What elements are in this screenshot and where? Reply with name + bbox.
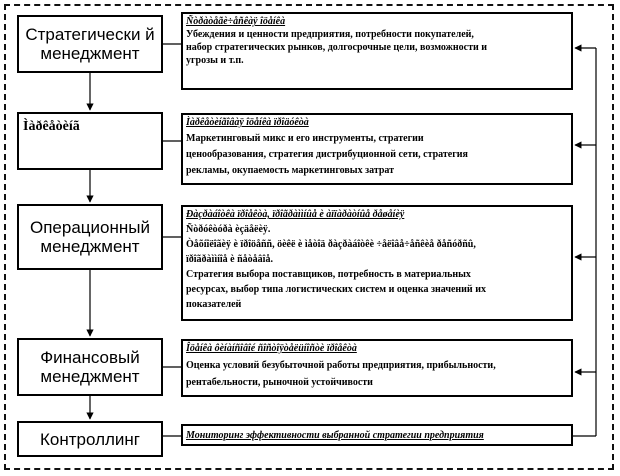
- right-line: Ñòðóêòóðà èçäåëèÿ.: [186, 224, 271, 235]
- right-header-strategic: Ñòðàòåãè÷åñêàÿ îöåíêà: [186, 16, 286, 27]
- left-label-controlling: Контроллинг: [40, 429, 140, 449]
- right-line: Оценка условий безубыточной работы предприятия, прибыльности,: [186, 360, 496, 371]
- right-line: показателей: [186, 299, 242, 310]
- right-line: угрозы и т.п.: [186, 55, 244, 66]
- right-header-operations: Ðàçðàáîòêà ïðîåêòà, ïðîãðàììíûå è àïïàðàòíûå ðåøåíèÿ: [186, 209, 405, 220]
- right-line: Стратегия выбора поставщиков, потребность в материальных: [186, 269, 471, 280]
- left-label-marketing: Ìàðêåòèíã: [23, 119, 80, 134]
- left-label-finance: Финансовый менеджмент: [40, 348, 140, 386]
- right-line: набор стратегических рынков, долгосрочные цели, возможности и: [186, 42, 488, 53]
- right-line: Маркетинговый микс и его инструменты, стратегии: [186, 133, 424, 144]
- right-line: рентабельности, рыночной устойчивости: [186, 377, 373, 388]
- right-line: ïðîãðàììíîå è ñåòåâîå.: [186, 254, 273, 265]
- left-label-strategic: Стратегически й менеджмент: [25, 25, 155, 63]
- right-line: ресурсах, выбор типа логистических систем и оценка значений их: [186, 284, 486, 295]
- right-header-finance: Îöåíêà ôèíàíñîâîé ñîñòîÿòåëüíîñòè ïðîåêòà: [186, 343, 357, 354]
- right-line: рекламы, окупаемость маркетинговых затрат: [186, 165, 395, 176]
- left-label-operations: Операционный менеджмент: [30, 218, 150, 256]
- right-line: Убеждения и ценности предприятия, потребности покупателей,: [186, 29, 474, 40]
- right-header-controlling: Мониторинг эффективности выбранной стратегии предприятия: [186, 430, 484, 441]
- right-header-marketing: Ìàðêåòèíãîâàÿ îöåíêà ïðîäóêòà: [186, 117, 309, 128]
- right-line: ценообразования, стратегия дистрибуционной сети, стратегия: [186, 149, 468, 160]
- right-line: Òåõíîëîãèÿ è ïðîöåññ, öèêë è ìåòîä ðàçðàáîòêè ÷åëîâå÷åñêèå ðåñóðñû,: [186, 239, 476, 250]
